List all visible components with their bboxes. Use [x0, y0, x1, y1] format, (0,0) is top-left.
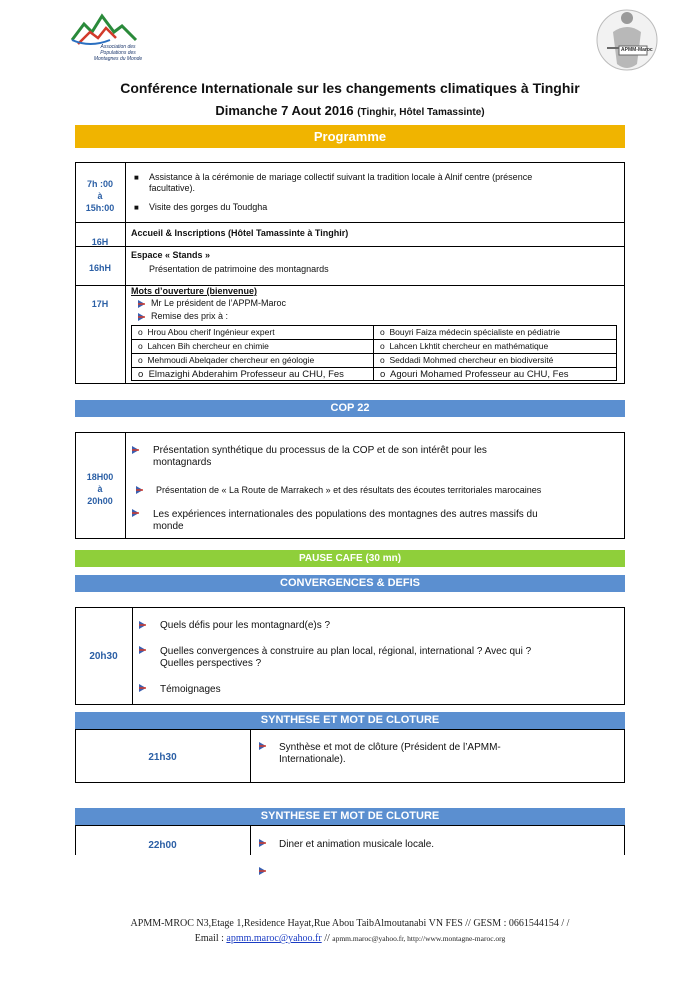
prize-right-1: o Bouyri Faiza médecin spécialiste en pédiatrie	[380, 327, 561, 337]
arrow-bullet-icon	[137, 299, 146, 309]
prize-left-4: o Elmazighi Abderahim Professeur au CHU, Fes	[138, 369, 344, 380]
time-synthese-2: 22h00	[148, 840, 177, 851]
time-cop: 18H00 à 20h00	[86, 472, 114, 506]
synthese-band-2: SYNTHESE ET MOT DE CLOTURE	[75, 808, 625, 825]
synthese2-item: Diner et animation musicale locale.	[279, 839, 435, 850]
cop-item2: Présentation de « La Route de Marrakech » et des résultats des écoutes territoriales marocaines	[156, 485, 542, 495]
time-row3: 16hH	[88, 263, 111, 273]
cop-item3: Les expériences internationales des populations des montagnes des autres massifs du monde	[153, 509, 538, 532]
cop-band: COP 22	[75, 400, 625, 417]
time-row4: 17H	[91, 299, 109, 309]
arrow-bullet-icon	[137, 312, 146, 322]
item-mariage: Assistance à la cérémonie de mariage collectif suivant la tradition locale à Alnif centre (présence facultative).	[149, 172, 533, 193]
cop-item1: Présentation synthétique du processus de la COP et de son intérêt pour les montagnards	[153, 445, 487, 468]
arrow-bullet-icon	[258, 741, 267, 751]
event-date: Dimanche 7 Aout 2016	[215, 103, 354, 118]
footer-links: apmm.maroc@yahoo.fr, http://www.montagne-maroc.org	[332, 934, 506, 943]
time-row1: 7h :00 à 15h:00	[85, 179, 115, 213]
figure-logo-icon	[593, 8, 661, 78]
time-convergences: 20h30	[89, 651, 118, 662]
footer-address: APMM-MROC N3,Etage 1,Residence Hayat,Rue Abou TaibAlmoutanabi VN FES // GESM : 0661544154 / /	[130, 918, 570, 929]
apmm-maroc-logo-right	[593, 8, 661, 78]
arrow-bullet-icon	[131, 445, 140, 455]
convergences-band: CONVERGENCES & DEFIS	[75, 575, 625, 592]
prize-left-1: o Hrou Abou cherif Ingénieur expert	[138, 327, 275, 337]
prize-left-3: o Mehmoudi Abelqader chercheur en géologie	[138, 355, 315, 365]
footer-contact: Email : apmm.maroc@yahoo.fr // apmm.maroc@yahoo.fr, http://www.montagne-maroc.org	[194, 933, 506, 944]
event-place: (Tinghir, Hôtel Tamassinte)	[357, 107, 485, 118]
apmm-logo-left	[70, 10, 143, 68]
opening-item2: Remise des prix à :	[151, 311, 229, 321]
opening-item1: Mr Le président de l’APPM-Maroc	[151, 298, 287, 308]
arrow-bullet-icon	[138, 683, 147, 693]
stands-title: Espace « Stands »	[131, 250, 211, 260]
prize-left-2: o Lahcen Bih chercheur en chimie	[138, 341, 269, 351]
conv-item3: Témoignages	[160, 684, 221, 695]
synthese-band-1: SYNTHESE ET MOT DE CLOTURE	[75, 712, 625, 729]
pause-band: PAUSE CAFE (30 mn)	[75, 550, 625, 567]
arrow-bullet-icon	[138, 645, 147, 655]
time-row2: 16H	[91, 237, 109, 247]
time-synthese-1: 21h30	[148, 752, 177, 763]
conv-item1: Quels défis pour les montagnard(e)s ?	[160, 620, 331, 631]
date-place	[0, 103, 700, 118]
stands-text: Présentation de patrimoine des montagnards	[149, 264, 329, 274]
footer-email-label: Email :	[194, 933, 224, 944]
opening-title: Mots d’ouverture (bienvenue)	[131, 286, 258, 296]
footer-email-link[interactable]: apmm.maroc@yahoo.fr	[226, 933, 322, 944]
arrow-bullet-icon	[135, 485, 144, 495]
arrow-bullet-icon	[258, 866, 267, 876]
page-title: Conférence Internationale sur les changements climatiques à Tinghir	[120, 80, 580, 96]
logo-tagline: Association des Populations des Montagnes du Monde	[93, 44, 143, 62]
synthese1-item: Synthèse et mot de clôture (Président de l’APMM- Internationale).	[279, 742, 501, 765]
prize-right-2: o Lahcen Lkhtit chercheur en mathématique	[380, 341, 549, 351]
item-gorges: Visite des gorges du Toudgha	[149, 202, 268, 212]
bullet-icon: ■	[134, 203, 139, 212]
logo-right-text: APMM-Maroc	[621, 47, 653, 53]
conv-item2: Quelles convergences à construire au plan local, régional, international ? Avec qui ? Quelles perspectives ?	[160, 646, 532, 669]
programme-band: Programme	[75, 125, 625, 148]
prize-right-3: o Seddadi Mohmed chercheur en biodiversité	[380, 355, 554, 365]
arrow-bullet-icon	[138, 620, 147, 630]
arrow-bullet-icon	[131, 508, 140, 518]
prize-right-4: o Agouri Mohamed Professeur au CHU, Fes	[380, 369, 569, 380]
arrow-bullet-icon	[258, 838, 267, 848]
item-accueil: Accueil & Inscriptions (Hôtel Tamassinte à Tinghir)	[131, 228, 349, 238]
bullet-icon: ■	[134, 173, 139, 182]
